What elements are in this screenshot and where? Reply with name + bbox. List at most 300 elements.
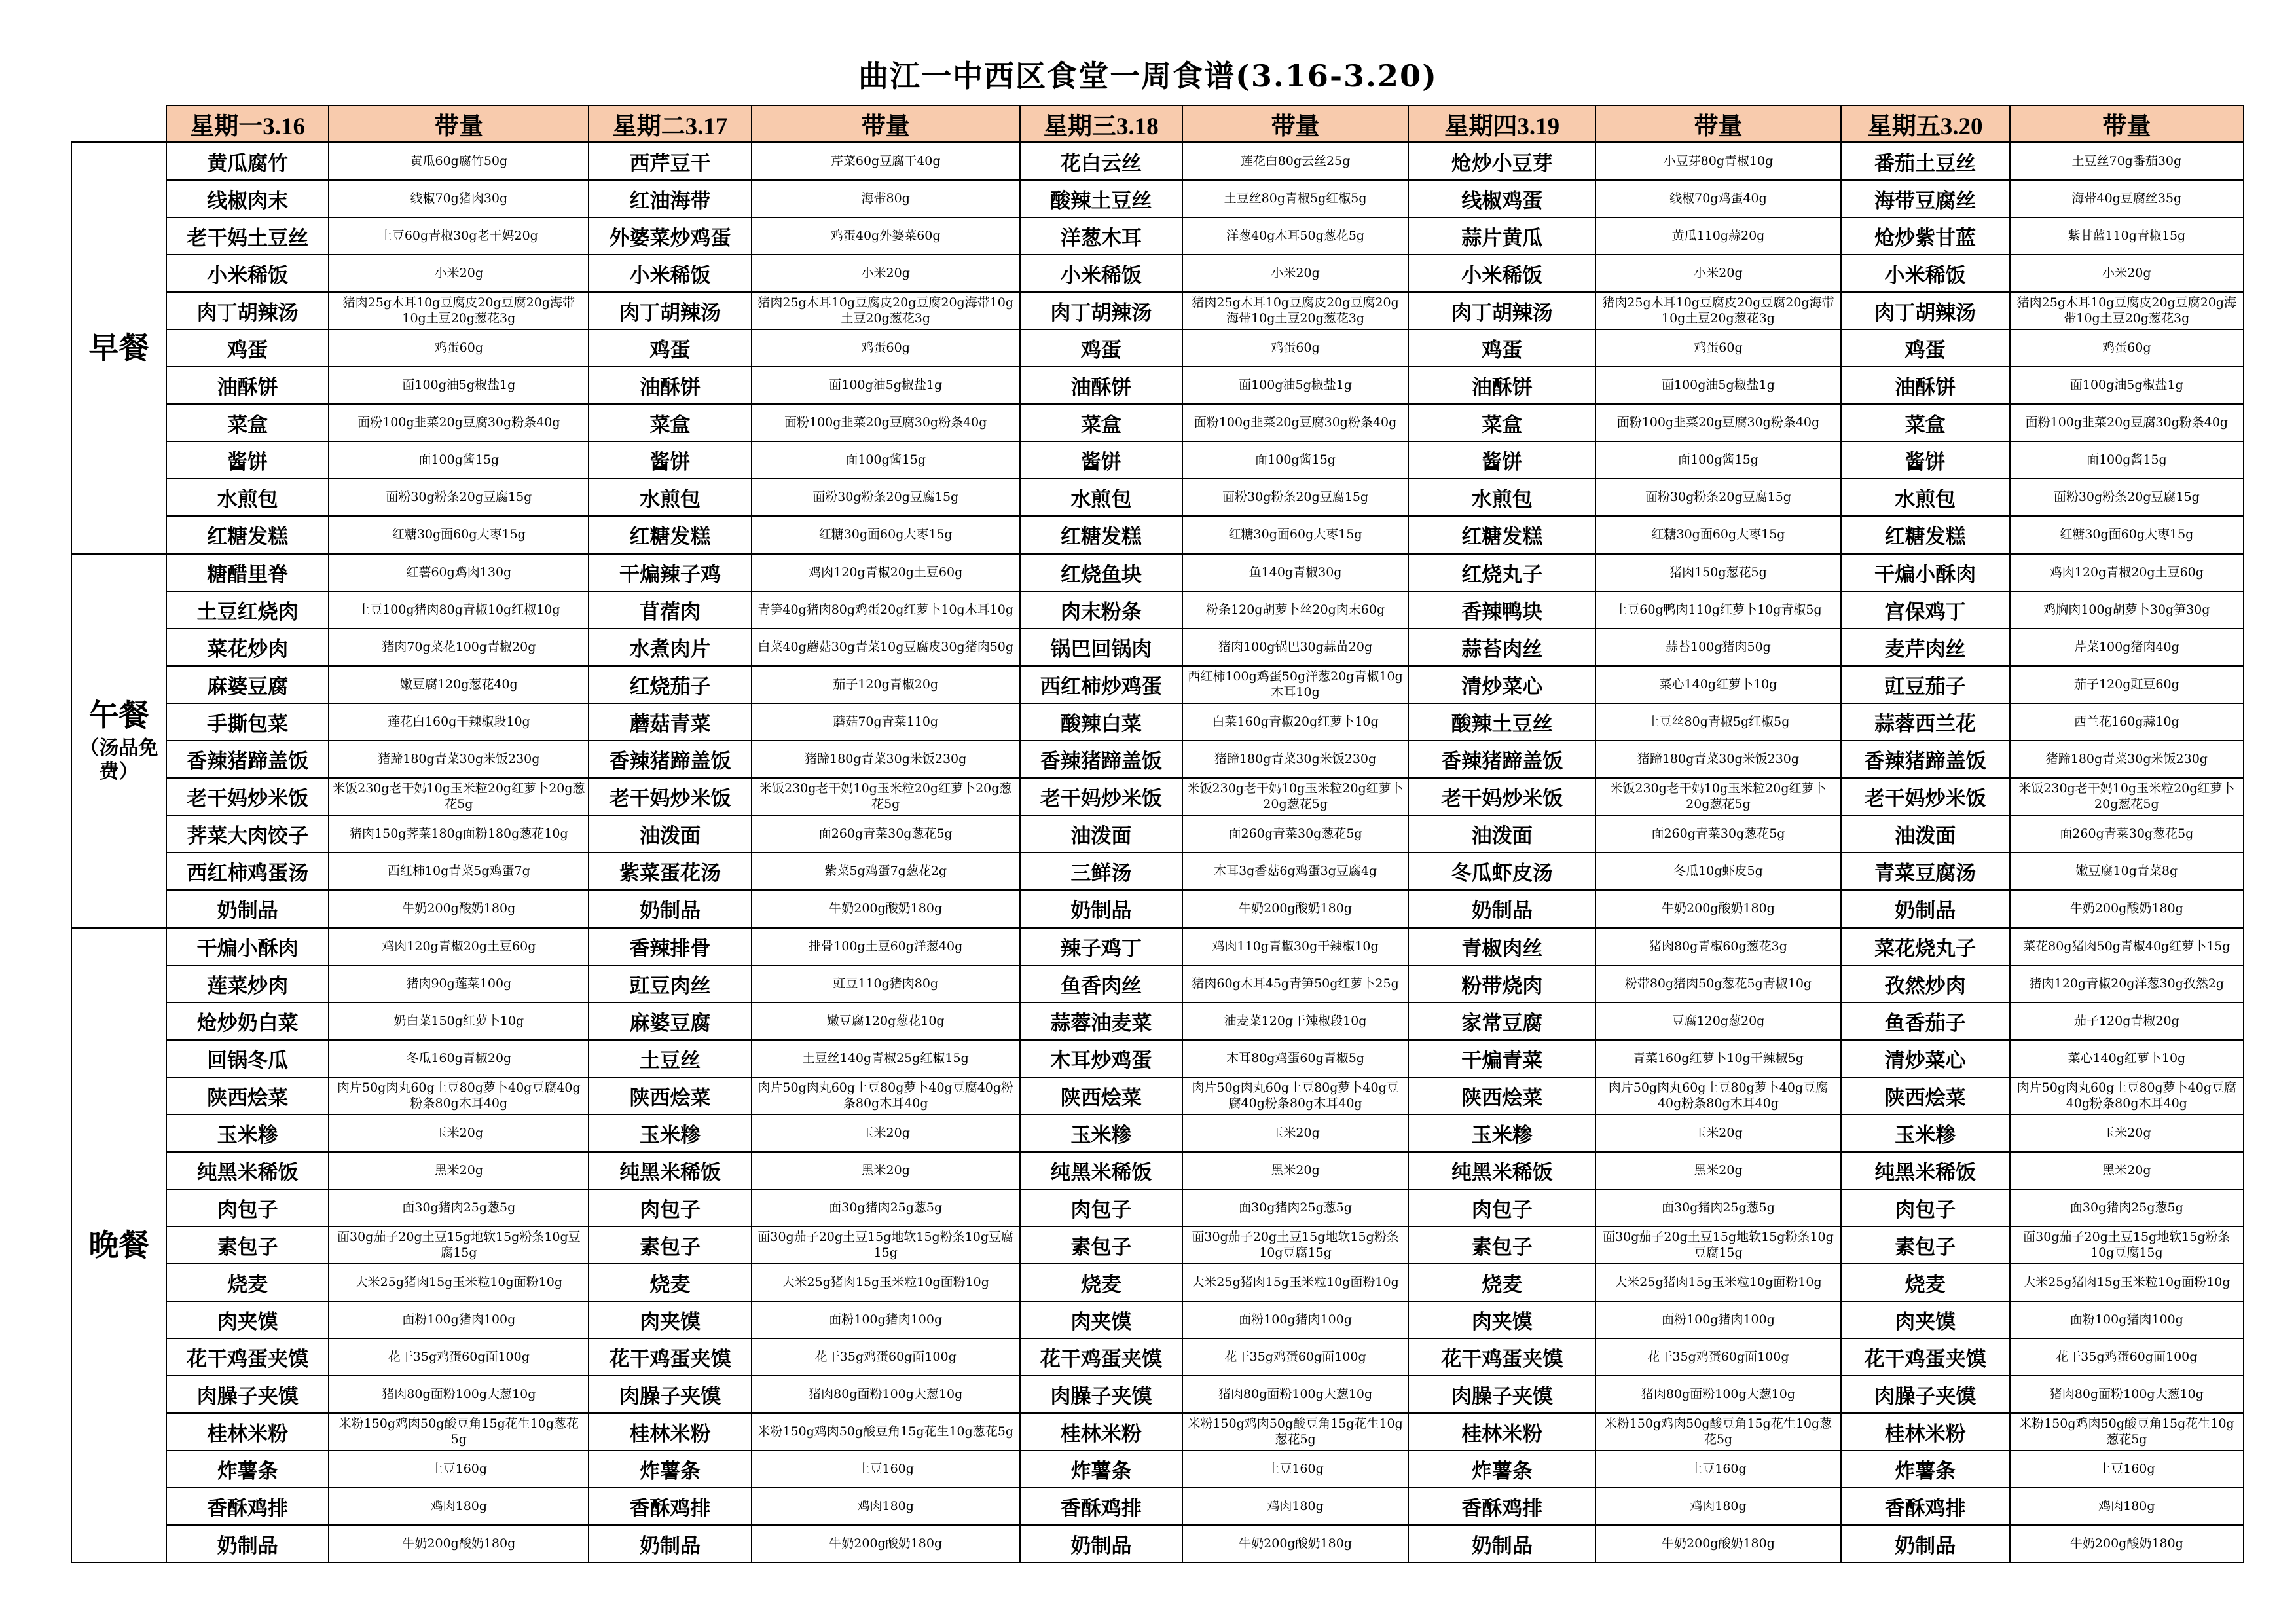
dish-name: 奶制品 xyxy=(166,890,329,928)
meal-label xyxy=(71,928,166,1563)
dish-amount: 猪肉80g面粉100g大葱10g xyxy=(752,1376,1020,1413)
dish-name: 家常豆腐 xyxy=(1408,1003,1595,1040)
dish-name: 花干鸡蛋夹馍 xyxy=(166,1338,329,1376)
dish-name: 孜然炒肉 xyxy=(1841,965,2010,1003)
dish-amount: 鸡蛋40g外婆菜60g xyxy=(752,217,1020,255)
dish-amount: 牛奶200g酸奶180g xyxy=(752,1525,1020,1562)
dish-name: 鸡蛋 xyxy=(589,329,751,367)
dish-name: 老干妈炒米饭 xyxy=(166,778,329,815)
dish-amount: 花干35g鸡蛋60g面100g xyxy=(752,1338,1020,1376)
dish-name: 油酥饼 xyxy=(166,367,329,404)
dish-name: 炸薯条 xyxy=(1408,1450,1595,1488)
dish-amount: 面粉100g猪肉100g xyxy=(752,1301,1020,1338)
dish-amount: 面100g酱15g xyxy=(1595,441,1840,479)
dish-name: 菜花炒肉 xyxy=(166,629,329,666)
dish-amount: 鸡肉180g xyxy=(1595,1488,1840,1525)
dish-amount: 猪蹄180g青菜30g米饭230g xyxy=(2010,741,2244,778)
dish-name: 烧麦 xyxy=(166,1264,329,1301)
dish-amount: 小米20g xyxy=(1182,255,1408,292)
dish-amount: 土豆160g xyxy=(1595,1450,1840,1488)
menu-row xyxy=(71,815,2244,853)
menu-row xyxy=(71,703,2244,741)
dish-name: 小米稀饭 xyxy=(589,255,751,292)
dish-amount: 土豆丝80g青椒5g红椒5g xyxy=(1595,703,1840,741)
header-amount: 带量 xyxy=(2010,105,2244,143)
dish-amount: 紫菜5g鸡蛋7g葱花2g xyxy=(752,853,1020,890)
dish-name: 手撕包菜 xyxy=(166,703,329,741)
dish-name: 肉臊子夹馍 xyxy=(1020,1376,1182,1413)
dish-amount: 黑米20g xyxy=(2010,1152,2244,1189)
dish-amount: 嫩豆腐120g葱花10g xyxy=(752,1003,1020,1040)
dish-name: 肉夹馍 xyxy=(1020,1301,1182,1338)
dish-name: 水煎包 xyxy=(1408,479,1595,516)
dish-name: 素包子 xyxy=(1020,1227,1182,1264)
dish-name: 香辣猪蹄盖饭 xyxy=(589,741,751,778)
dish-name: 老干妈土豆丝 xyxy=(166,217,329,255)
dish-name: 番茄土豆丝 xyxy=(1841,143,2010,181)
dish-name: 油酥饼 xyxy=(1841,367,2010,404)
menu-row xyxy=(71,890,2244,928)
menu-row xyxy=(71,1189,2244,1227)
dish-name: 纯黑米稀饭 xyxy=(589,1152,751,1189)
dish-name: 青菜豆腐汤 xyxy=(1841,853,2010,890)
dish-amount: 花干35g鸡蛋60g面100g xyxy=(2010,1338,2244,1376)
dish-name: 炝炒紫甘蓝 xyxy=(1841,217,2010,255)
dish-amount: 面粉30g粉条20g豆腐15g xyxy=(2010,479,2244,516)
dish-name: 肉丁胡辣汤 xyxy=(1020,292,1182,329)
dish-name: 水煎包 xyxy=(589,479,751,516)
dish-name: 糖醋里脊 xyxy=(166,554,329,592)
dish-name: 肉丁胡辣汤 xyxy=(589,292,751,329)
dish-amount: 黑米20g xyxy=(1182,1152,1408,1189)
menu-row xyxy=(71,853,2244,890)
dish-amount: 芹菜100g猪肉40g xyxy=(2010,629,2244,666)
dish-amount: 肉片50g肉丸60g土豆80g萝卜40g豆腐40g粉条80g木耳40g xyxy=(329,1077,589,1115)
dish-amount: 猪蹄180g青菜30g米饭230g xyxy=(1182,741,1408,778)
dish-name: 青椒肉丝 xyxy=(1408,928,1595,966)
dish-name: 肉包子 xyxy=(166,1189,329,1227)
dish-amount: 土豆160g xyxy=(1182,1450,1408,1488)
dish-name: 桂林米粉 xyxy=(166,1413,329,1450)
dish-name: 奶制品 xyxy=(589,1525,751,1562)
dish-amount: 鸡蛋60g xyxy=(2010,329,2244,367)
dish-amount: 茄子120g豇豆60g xyxy=(2010,666,2244,703)
dish-name: 油泼面 xyxy=(1020,815,1182,853)
dish-name: 土豆红烧肉 xyxy=(166,591,329,629)
dish-amount: 茄子120g青椒20g xyxy=(2010,1003,2244,1040)
dish-amount: 面260g青菜30g葱花5g xyxy=(1595,815,1840,853)
dish-name: 烧麦 xyxy=(1841,1264,2010,1301)
dish-amount: 面260g青菜30g葱花5g xyxy=(1182,815,1408,853)
dish-amount: 青菜160g红萝卜10g干辣椒5g xyxy=(1595,1040,1840,1077)
weekly-menu-table xyxy=(71,105,2244,1563)
dish-name: 陕西烩菜 xyxy=(1841,1077,2010,1115)
dish-name: 肉夹馍 xyxy=(589,1301,751,1338)
menu-row xyxy=(71,928,2244,966)
dish-name: 奶制品 xyxy=(1841,890,2010,928)
dish-amount: 猪蹄180g青菜30g米饭230g xyxy=(329,741,589,778)
dish-name: 老干妈炒米饭 xyxy=(1020,778,1182,815)
dish-name: 清炒菜心 xyxy=(1408,666,1595,703)
dish-name: 炝炒奶白菜 xyxy=(166,1003,329,1040)
dish-amount: 玉米20g xyxy=(752,1115,1020,1152)
dish-name: 香酥鸡排 xyxy=(589,1488,751,1525)
dish-name: 桂林米粉 xyxy=(1020,1413,1182,1450)
dish-name: 红糖发糕 xyxy=(589,516,751,554)
dish-amount: 牛奶200g酸奶180g xyxy=(329,890,589,928)
dish-amount: 牛奶200g酸奶180g xyxy=(329,1525,589,1562)
menu-row xyxy=(71,965,2244,1003)
dish-amount: 黑米20g xyxy=(752,1152,1020,1189)
dish-name: 红油海带 xyxy=(589,180,751,217)
dish-name: 奶制品 xyxy=(1020,890,1182,928)
dish-amount: 花干35g鸡蛋60g面100g xyxy=(329,1338,589,1376)
dish-amount: 菜心140g红萝卜10g xyxy=(1595,666,1840,703)
dish-name: 鱼香肉丝 xyxy=(1020,965,1182,1003)
dish-name: 蒜蓉西兰花 xyxy=(1841,703,2010,741)
dish-name: 外婆菜炒鸡蛋 xyxy=(589,217,751,255)
dish-name: 酸辣白菜 xyxy=(1020,703,1182,741)
dish-amount: 猪蹄180g青菜30g米饭230g xyxy=(1595,741,1840,778)
header-amount: 带量 xyxy=(1595,105,1840,143)
dish-amount: 米粉150g鸡肉50g酸豆角15g花生10g葱花5g xyxy=(2010,1413,2244,1450)
dish-amount: 小米20g xyxy=(329,255,589,292)
menu-row xyxy=(71,143,2244,181)
dish-amount: 面30g茄子20g土豆15g地软15g粉条10g豆腐15g xyxy=(1595,1227,1840,1264)
dish-amount: 冬瓜160g青椒20g xyxy=(329,1040,589,1077)
page-title: 曲江一中西区食堂一周食谱(3.16-3.20) xyxy=(858,58,1438,94)
dish-name: 肉丁胡辣汤 xyxy=(166,292,329,329)
dish-name: 荠菜大肉饺子 xyxy=(166,815,329,853)
dish-name: 酸辣土豆丝 xyxy=(1408,703,1595,741)
dish-name: 香辣猪蹄盖饭 xyxy=(166,741,329,778)
dish-name: 小米稀饭 xyxy=(1408,255,1595,292)
dish-amount: 鸡肉120g青椒20g土豆60g xyxy=(2010,554,2244,592)
dish-name: 油泼面 xyxy=(589,815,751,853)
dish-amount: 牛奶200g酸奶180g xyxy=(752,890,1020,928)
dish-name: 冬瓜虾皮汤 xyxy=(1408,853,1595,890)
dish-amount: 黑米20g xyxy=(329,1152,589,1189)
dish-amount: 小米20g xyxy=(2010,255,2244,292)
dish-amount: 猪肉25g木耳10g豆腐皮20g豆腐20g海带10g土豆20g葱花3g xyxy=(1182,292,1408,329)
dish-amount: 面粉100g猪肉100g xyxy=(1595,1301,1840,1338)
dish-name: 纯黑米稀饭 xyxy=(166,1152,329,1189)
dish-name: 锅巴回锅肉 xyxy=(1020,629,1182,666)
dish-amount: 青笋40g猪肉80g鸡蛋20g红萝卜10g木耳10g xyxy=(752,591,1020,629)
dish-amount: 黄瓜110g蒜20g xyxy=(1595,217,1840,255)
dish-name: 肉夹馍 xyxy=(1841,1301,2010,1338)
dish-name: 豇豆肉丝 xyxy=(589,965,751,1003)
dish-amount: 面30g茄子20g土豆15g地软15g粉条10g豆腐15g xyxy=(1182,1227,1408,1264)
menu-row xyxy=(71,329,2244,367)
dish-amount: 面粉100g猪肉100g xyxy=(329,1301,589,1338)
dish-name: 鸡蛋 xyxy=(1841,329,2010,367)
dish-amount: 芹菜60g豆腐干40g xyxy=(752,143,1020,181)
dish-amount: 豇豆110g猪肉80g xyxy=(752,965,1020,1003)
dish-name: 炸薯条 xyxy=(1841,1450,2010,1488)
dish-amount: 土豆160g xyxy=(752,1450,1020,1488)
dish-name: 菜盒 xyxy=(1841,404,2010,441)
dish-name: 炝炒小豆芽 xyxy=(1408,143,1595,181)
menu-row xyxy=(71,1488,2244,1525)
dish-name: 回锅冬瓜 xyxy=(166,1040,329,1077)
dish-name: 紫菜蛋花汤 xyxy=(589,853,751,890)
dish-name: 桂林米粉 xyxy=(1841,1413,2010,1450)
dish-amount: 嫩豆腐120g葱花40g xyxy=(329,666,589,703)
dish-name: 红糖发糕 xyxy=(1408,516,1595,554)
dish-amount: 线椒70g猪肉30g xyxy=(329,180,589,217)
dish-amount: 红糖30g面60g大枣15g xyxy=(1595,516,1840,554)
dish-name: 小米稀饭 xyxy=(1020,255,1182,292)
dish-amount: 猪肉80g面粉100g大葱10g xyxy=(329,1376,589,1413)
dish-amount: 鸡肉180g xyxy=(752,1488,1020,1525)
menu-row xyxy=(71,180,2244,217)
dish-name: 烧麦 xyxy=(1020,1264,1182,1301)
dish-amount: 茄子120g青椒20g xyxy=(752,666,1020,703)
dish-name: 酱饼 xyxy=(166,441,329,479)
dish-amount: 排骨100g土豆60g洋葱40g xyxy=(752,928,1020,966)
dish-name: 红糖发糕 xyxy=(1020,516,1182,554)
menu-row xyxy=(71,778,2244,815)
dish-amount: 大米25g猪肉15g玉米粒10g面粉10g xyxy=(2010,1264,2244,1301)
dish-name: 奶制品 xyxy=(1841,1525,2010,1562)
dish-amount: 土豆60g青椒30g老干妈20g xyxy=(329,217,589,255)
menu-row xyxy=(71,666,2244,703)
menu-row xyxy=(71,479,2244,516)
menu-row xyxy=(71,1152,2244,1189)
menu-row xyxy=(71,1227,2244,1264)
dish-name: 陕西烩菜 xyxy=(1020,1077,1182,1115)
dish-name: 肉包子 xyxy=(1841,1189,2010,1227)
dish-amount: 面30g茄子20g土豆15g地软15g粉条10g豆腐15g xyxy=(2010,1227,2244,1264)
meal-label xyxy=(71,143,166,554)
dish-amount: 玉米20g xyxy=(2010,1115,2244,1152)
dish-amount: 鱼140g青椒30g xyxy=(1182,554,1408,592)
meal-label xyxy=(71,554,166,928)
dish-name: 酱饼 xyxy=(1020,441,1182,479)
dish-amount: 面30g茄子20g土豆15g地软15g粉条10g豆腐15g xyxy=(752,1227,1020,1264)
dish-amount: 菜心140g红萝卜10g xyxy=(2010,1040,2244,1077)
dish-name: 粉带烧肉 xyxy=(1408,965,1595,1003)
dish-amount: 洋葱40g木耳50g葱花5g xyxy=(1182,217,1408,255)
dish-amount: 玉米20g xyxy=(329,1115,589,1152)
dish-amount: 鸡蛋60g xyxy=(329,329,589,367)
dish-name: 酸辣土豆丝 xyxy=(1020,180,1182,217)
dish-name: 肉丁胡辣汤 xyxy=(1841,292,2010,329)
dish-amount: 猪肉150g荠菜180g面粉180g葱花10g xyxy=(329,815,589,853)
dish-amount: 红糖30g面60g大枣15g xyxy=(752,516,1020,554)
dish-name: 陕西烩菜 xyxy=(166,1077,329,1115)
dish-amount: 猪肉80g面粉100g大葱10g xyxy=(1595,1376,1840,1413)
dish-amount: 油麦菜120g干辣椒段10g xyxy=(1182,1003,1408,1040)
dish-amount: 面粉30g粉条20g豆腐15g xyxy=(1595,479,1840,516)
dish-name: 香酥鸡排 xyxy=(1020,1488,1182,1525)
menu-row xyxy=(71,1264,2244,1301)
dish-amount: 鸡肉180g xyxy=(329,1488,589,1525)
menu-row xyxy=(71,1040,2244,1077)
menu-row xyxy=(71,1525,2244,1562)
dish-amount: 面100g油5g椒盐1g xyxy=(1595,367,1840,404)
dish-amount: 牛奶200g酸奶180g xyxy=(2010,1525,2244,1562)
dish-amount: 土豆100g猪肉80g青椒10g红椒10g xyxy=(329,591,589,629)
dish-name: 辣子鸡丁 xyxy=(1020,928,1182,966)
header-day: 星期二3.17 xyxy=(589,105,751,143)
dish-name: 肉夹馍 xyxy=(1408,1301,1595,1338)
dish-name: 酱饼 xyxy=(1841,441,2010,479)
dish-name: 花干鸡蛋夹馍 xyxy=(589,1338,751,1376)
dish-amount: 猪肉80g面粉100g大葱10g xyxy=(2010,1376,2244,1413)
dish-amount: 面粉100g韭菜20g豆腐30g粉条40g xyxy=(1182,404,1408,441)
dish-name: 红烧丸子 xyxy=(1408,554,1595,592)
dish-name: 香辣猪蹄盖饭 xyxy=(1020,741,1182,778)
dish-amount: 花干35g鸡蛋60g面100g xyxy=(1595,1338,1840,1376)
dish-amount: 西红柿10g青菜5g鸡蛋7g xyxy=(329,853,589,890)
dish-amount: 猪肉120g青椒20g洋葱30g孜然2g xyxy=(2010,965,2244,1003)
dish-name: 酱饼 xyxy=(1408,441,1595,479)
menu-row xyxy=(71,1338,2244,1376)
dish-amount: 米饭230g老干妈10g玉米粒20g红萝卜20g葱花5g xyxy=(752,778,1020,815)
dish-amount: 肉片50g肉丸60g土豆80g萝卜40g豆腐40g粉条80g木耳40g xyxy=(2010,1077,2244,1115)
dish-amount: 蘑菇70g青菜110g xyxy=(752,703,1020,741)
dish-amount: 大米25g猪肉15g玉米粒10g面粉10g xyxy=(1182,1264,1408,1301)
dish-name: 老干妈炒米饭 xyxy=(1408,778,1595,815)
menu-row xyxy=(71,1450,2244,1488)
dish-name: 炸薯条 xyxy=(1020,1450,1182,1488)
dish-amount: 鸡胸肉100g胡萝卜30g笋30g xyxy=(2010,591,2244,629)
dish-name: 红烧鱼块 xyxy=(1020,554,1182,592)
dish-amount: 面260g青菜30g葱花5g xyxy=(2010,815,2244,853)
dish-amount: 土豆160g xyxy=(329,1450,589,1488)
dish-name: 肉包子 xyxy=(1408,1189,1595,1227)
dish-amount: 小米20g xyxy=(1595,255,1840,292)
header-amount: 带量 xyxy=(752,105,1020,143)
dish-amount: 红糖30g面60g大枣15g xyxy=(329,516,589,554)
dish-amount: 蒜苔100g猪肉50g xyxy=(1595,629,1840,666)
dish-name: 鸡蛋 xyxy=(166,329,329,367)
menu-row xyxy=(71,1077,2244,1115)
header-corner xyxy=(71,105,166,143)
header-day: 星期四3.19 xyxy=(1408,105,1595,143)
menu-row xyxy=(71,516,2244,554)
dish-amount: 米粉150g鸡肉50g酸豆角15g花生10g葱花5g xyxy=(329,1413,589,1450)
dish-name: 西红柿炒鸡蛋 xyxy=(1020,666,1182,703)
dish-name: 香辣猪蹄盖饭 xyxy=(1408,741,1595,778)
dish-name: 肉夹馍 xyxy=(166,1301,329,1338)
dish-name: 香酥鸡排 xyxy=(1841,1488,2010,1525)
dish-name: 洋葱木耳 xyxy=(1020,217,1182,255)
dish-amount: 鸡肉180g xyxy=(1182,1488,1408,1525)
dish-amount: 猪肉100g锅巴30g蒜苗20g xyxy=(1182,629,1408,666)
dish-name: 香辣猪蹄盖饭 xyxy=(1841,741,2010,778)
dish-amount: 白菜40g蘑菇30g青菜10g豆腐皮30g猪肉50g xyxy=(752,629,1020,666)
dish-name: 陕西烩菜 xyxy=(1408,1077,1595,1115)
dish-name: 水煮肉片 xyxy=(589,629,751,666)
menu-row xyxy=(71,255,2244,292)
dish-amount: 猪肉25g木耳10g豆腐皮20g豆腐20g海带10g土豆20g葱花3g xyxy=(329,292,589,329)
dish-amount: 面粉100g韭菜20g豆腐30g粉条40g xyxy=(329,404,589,441)
dish-amount: 米饭230g老干妈10g玉米粒20g红萝卜20g葱花5g xyxy=(2010,778,2244,815)
header-day: 星期五3.20 xyxy=(1841,105,2010,143)
dish-amount: 面30g猪肉25g葱5g xyxy=(2010,1189,2244,1227)
dish-name: 小米稀饭 xyxy=(166,255,329,292)
dish-amount: 紫甘蓝110g青椒15g xyxy=(2010,217,2244,255)
dish-name: 水煎包 xyxy=(166,479,329,516)
dish-name: 蘑菇青菜 xyxy=(589,703,751,741)
dish-amount: 牛奶200g酸奶180g xyxy=(1595,890,1840,928)
dish-name: 水煎包 xyxy=(1020,479,1182,516)
dish-name: 木耳炒鸡蛋 xyxy=(1020,1040,1182,1077)
dish-amount: 鸡蛋60g xyxy=(1595,329,1840,367)
dish-amount: 面粉100g韭菜20g豆腐30g粉条40g xyxy=(2010,404,2244,441)
dish-name: 肉末粉条 xyxy=(1020,591,1182,629)
dish-amount: 面100g油5g椒盐1g xyxy=(2010,367,2244,404)
dish-amount: 米饭230g老干妈10g玉米粒20g红萝卜20g葱花5g xyxy=(329,778,589,815)
dish-name: 苜蓿肉 xyxy=(589,591,751,629)
menu-row xyxy=(71,404,2244,441)
dish-amount: 嫩豆腐10g青菜8g xyxy=(2010,853,2244,890)
dish-name: 线椒鸡蛋 xyxy=(1408,180,1595,217)
dish-amount: 黄瓜60g腐竹50g xyxy=(329,143,589,181)
dish-name: 干煸小酥肉 xyxy=(1841,554,2010,592)
dish-amount: 面100g酱15g xyxy=(1182,441,1408,479)
dish-amount: 豆腐120g葱20g xyxy=(1595,1003,1840,1040)
dish-amount: 面30g茄子20g土豆15g地软15g粉条10g豆腐15g xyxy=(329,1227,589,1264)
dish-name: 麻婆豆腐 xyxy=(166,666,329,703)
dish-amount: 米粉150g鸡肉50g酸豆角15g花生10g葱花5g xyxy=(1182,1413,1408,1450)
dish-name: 红烧茄子 xyxy=(589,666,751,703)
dish-amount: 牛奶200g酸奶180g xyxy=(1595,1525,1840,1562)
dish-amount: 木耳80g鸡蛋60g青椒5g xyxy=(1182,1040,1408,1077)
dish-name: 油酥饼 xyxy=(589,367,751,404)
dish-name: 干煸辣子鸡 xyxy=(589,554,751,592)
dish-name: 玉米糁 xyxy=(1841,1115,2010,1152)
dish-name: 干煸青菜 xyxy=(1408,1040,1595,1077)
dish-amount: 土豆丝80g青椒5g红椒5g xyxy=(1182,180,1408,217)
dish-amount: 玉米20g xyxy=(1182,1115,1408,1152)
dish-name: 肉包子 xyxy=(1020,1189,1182,1227)
dish-amount: 面粉100g韭菜20g豆腐30g粉条40g xyxy=(1595,404,1840,441)
dish-name: 肉臊子夹馍 xyxy=(166,1376,329,1413)
dish-name: 老干妈炒米饭 xyxy=(1841,778,2010,815)
dish-name: 菜盒 xyxy=(1408,404,1595,441)
dish-amount: 土豆60g鸭肉110g红萝卜10g青椒5g xyxy=(1595,591,1840,629)
dish-name: 肉臊子夹馍 xyxy=(589,1376,751,1413)
header-day: 星期三3.18 xyxy=(1020,105,1182,143)
dish-amount: 面粉30g粉条20g豆腐15g xyxy=(1182,479,1408,516)
dish-name: 油酥饼 xyxy=(1408,367,1595,404)
header-amount: 带量 xyxy=(329,105,589,143)
dish-amount: 小豆芽80g青椒10g xyxy=(1595,143,1840,181)
dish-name: 花干鸡蛋夹馍 xyxy=(1408,1338,1595,1376)
dish-amount: 土豆160g xyxy=(2010,1450,2244,1488)
dish-name: 酱饼 xyxy=(589,441,751,479)
dish-amount: 面260g青菜30g葱花5g xyxy=(752,815,1020,853)
dish-amount: 白菜160g青椒20g红萝卜10g xyxy=(1182,703,1408,741)
dish-name: 素包子 xyxy=(589,1227,751,1264)
dish-name: 奶制品 xyxy=(166,1525,329,1562)
dish-name: 香酥鸡排 xyxy=(1408,1488,1595,1525)
menu-row xyxy=(71,217,2244,255)
header-day: 星期一3.16 xyxy=(166,105,329,143)
dish-amount: 猪肉70g菜花100g青椒20g xyxy=(329,629,589,666)
dish-name: 奶制品 xyxy=(1020,1525,1182,1562)
dish-name: 烧麦 xyxy=(589,1264,751,1301)
dish-name: 花干鸡蛋夹馍 xyxy=(1841,1338,2010,1376)
dish-amount: 莲花白80g云丝25g xyxy=(1182,143,1408,181)
menu-row xyxy=(71,1301,2244,1338)
dish-amount: 面30g猪肉25g葱5g xyxy=(752,1189,1020,1227)
dish-name: 鱼香茄子 xyxy=(1841,1003,2010,1040)
